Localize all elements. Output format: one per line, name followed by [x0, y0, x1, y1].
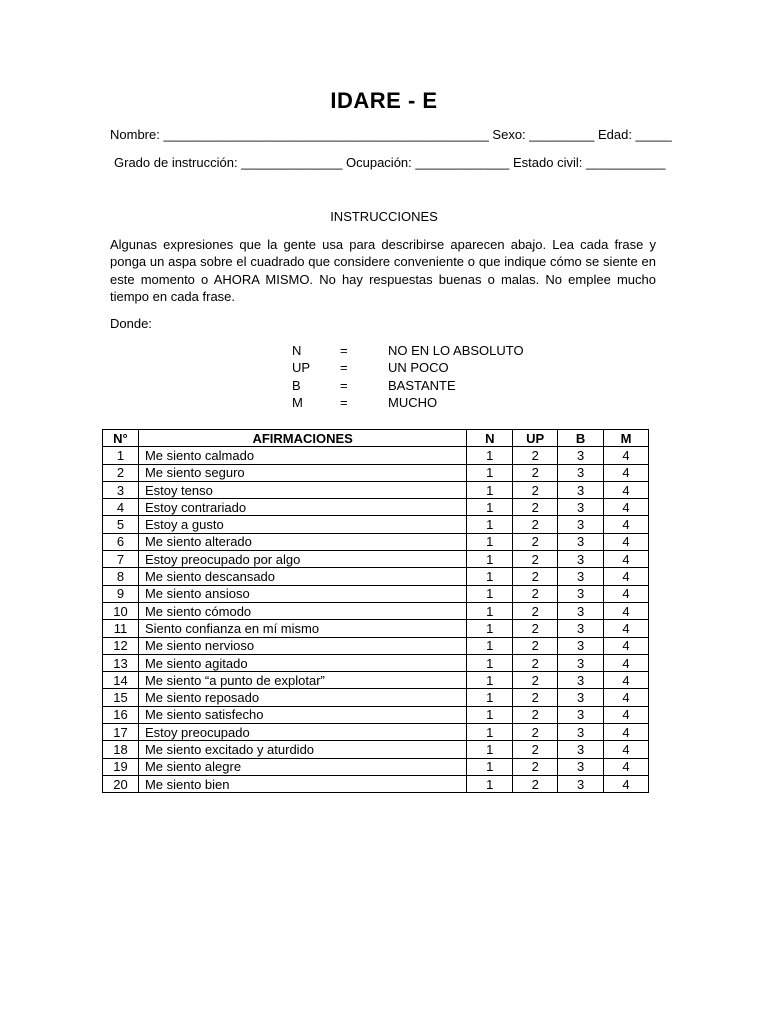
- option-up-cell[interactable]: 2: [513, 689, 558, 706]
- option-m-cell[interactable]: 4: [604, 689, 649, 706]
- option-up-cell[interactable]: 2: [513, 620, 558, 637]
- option-n-cell[interactable]: 1: [467, 672, 513, 689]
- row-number: 13: [103, 654, 139, 671]
- table-row: [103, 464, 649, 481]
- option-up-cell[interactable]: 2: [513, 741, 558, 758]
- option-b-cell[interactable]: 3: [558, 533, 604, 550]
- table-row: [103, 758, 649, 775]
- name-sex-age-line: Nombre: _____________________________________________ Sexo: _________ Edad: _____: [110, 127, 672, 142]
- option-n-cell[interactable]: 1: [467, 654, 513, 671]
- table-row: [103, 516, 649, 533]
- header-up: UP: [513, 430, 558, 447]
- option-b-cell[interactable]: 3: [558, 568, 604, 585]
- legend-key: M: [292, 394, 303, 410]
- table-row: [103, 568, 649, 585]
- legend-row: [292, 343, 524, 360]
- row-affirmation: Me siento excitado y aturdido: [138, 741, 466, 758]
- table-row: [103, 672, 649, 689]
- legend-equals: =: [340, 343, 348, 358]
- option-m-cell[interactable]: 4: [604, 481, 649, 498]
- header-m: M: [604, 430, 649, 447]
- option-n-cell[interactable]: 1: [467, 602, 513, 619]
- donde-label: Donde:: [110, 316, 152, 331]
- instructions-paragraph: Algunas expresiones que la gente usa para describirse aparecen abajo. Lea cada frase y ponga un aspa sobre el cuadrado que considere conveniente o que indique cómo se siente en este momento o AHORA MISMO. No hay respuestas buenas o malas. No emplee mucho tiempo en cada frase.: [110, 237, 656, 305]
- option-up-cell[interactable]: 2: [513, 464, 558, 481]
- option-b-cell[interactable]: 3: [558, 689, 604, 706]
- table-row: [103, 620, 649, 637]
- row-affirmation: Me siento seguro: [138, 464, 466, 481]
- row-affirmation: Me siento satisfecho: [138, 706, 466, 723]
- row-affirmation: Estoy tenso: [138, 481, 466, 498]
- row-number: 12: [103, 637, 139, 654]
- option-m-cell[interactable]: 4: [604, 499, 649, 516]
- option-b-cell[interactable]: 3: [558, 775, 604, 792]
- row-affirmation: Me siento ansioso: [138, 585, 466, 602]
- table-row: [103, 499, 649, 516]
- table-row: [103, 602, 649, 619]
- option-b-cell[interactable]: 3: [558, 499, 604, 516]
- education-occupation-status-line: Grado de instrucción: ______________ Ocupación: _____________ Estado civil: ___________: [114, 155, 666, 170]
- option-m-cell[interactable]: 4: [604, 775, 649, 792]
- legend-equals: =: [340, 394, 348, 410]
- legend-row: [292, 378, 524, 395]
- row-affirmation: Me siento reposado: [138, 689, 466, 706]
- option-n-cell[interactable]: 1: [467, 706, 513, 723]
- row-number: 1: [103, 447, 139, 464]
- option-b-cell[interactable]: 3: [558, 585, 604, 602]
- option-m-cell[interactable]: 4: [604, 568, 649, 585]
- table-row: [103, 706, 649, 723]
- option-up-cell[interactable]: 2: [513, 551, 558, 568]
- document-title: IDARE - E: [330, 88, 438, 113]
- table-row: [103, 585, 649, 602]
- legend-equals: =: [340, 377, 348, 393]
- row-affirmation: Me siento bien: [138, 775, 466, 792]
- option-b-cell[interactable]: 3: [558, 551, 604, 568]
- legend-row: [292, 395, 524, 412]
- option-up-cell[interactable]: 2: [513, 672, 558, 689]
- affirmations-table: [102, 429, 649, 793]
- option-n-cell[interactable]: 1: [467, 533, 513, 550]
- option-n-cell[interactable]: 1: [467, 499, 513, 516]
- option-up-cell[interactable]: 2: [513, 516, 558, 533]
- option-up-cell[interactable]: 2: [513, 706, 558, 723]
- row-affirmation: Estoy preocupado: [138, 724, 466, 741]
- option-b-cell[interactable]: 3: [558, 637, 604, 654]
- row-number: 19: [103, 758, 139, 775]
- option-up-cell[interactable]: 2: [513, 481, 558, 498]
- option-up-cell[interactable]: 2: [513, 654, 558, 671]
- option-up-cell[interactable]: 2: [513, 775, 558, 792]
- option-n-cell[interactable]: 1: [467, 481, 513, 498]
- row-affirmation: Me siento descansado: [138, 568, 466, 585]
- option-b-cell[interactable]: 3: [558, 620, 604, 637]
- row-number: 15: [103, 689, 139, 706]
- row-number: 9: [103, 585, 139, 602]
- response-legend: [292, 343, 524, 412]
- table-header-row: [103, 430, 649, 447]
- option-n-cell[interactable]: 1: [467, 447, 513, 464]
- header-b: B: [558, 430, 604, 447]
- row-affirmation: Me siento alterado: [138, 533, 466, 550]
- legend-value: UN POCO: [388, 360, 449, 376]
- option-up-cell[interactable]: 2: [513, 758, 558, 775]
- option-m-cell[interactable]: 4: [604, 516, 649, 533]
- row-number: 6: [103, 533, 139, 550]
- row-number: 20: [103, 775, 139, 792]
- option-b-cell[interactable]: 3: [558, 706, 604, 723]
- legend-key: UP: [292, 360, 311, 376]
- table-row: [103, 689, 649, 706]
- option-b-cell[interactable]: 3: [558, 741, 604, 758]
- option-m-cell[interactable]: 4: [604, 585, 649, 602]
- legend-value: MUCHO: [388, 394, 438, 410]
- option-m-cell[interactable]: 4: [604, 620, 649, 637]
- row-affirmation: Estoy a gusto: [138, 516, 466, 533]
- row-number: 18: [103, 741, 139, 758]
- header-n: N: [467, 430, 513, 447]
- option-up-cell[interactable]: 2: [513, 602, 558, 619]
- option-b-cell[interactable]: 3: [558, 464, 604, 481]
- table-row: [103, 551, 649, 568]
- table-row: [103, 775, 649, 792]
- option-n-cell[interactable]: 1: [467, 620, 513, 637]
- option-n-cell[interactable]: 1: [467, 741, 513, 758]
- row-number: 14: [103, 672, 139, 689]
- option-up-cell[interactable]: 2: [513, 499, 558, 516]
- row-number: 3: [103, 481, 139, 498]
- option-n-cell[interactable]: 1: [467, 551, 513, 568]
- option-b-cell[interactable]: 3: [558, 516, 604, 533]
- legend-key: N: [292, 343, 302, 358]
- row-number: 17: [103, 724, 139, 741]
- row-number: 7: [103, 551, 139, 568]
- option-m-cell[interactable]: 4: [604, 533, 649, 550]
- option-up-cell[interactable]: 2: [513, 637, 558, 654]
- option-m-cell[interactable]: 4: [604, 551, 649, 568]
- table-row: [103, 724, 649, 741]
- legend-equals: =: [340, 360, 348, 376]
- row-affirmation: Siento confianza en mí mismo: [138, 620, 466, 637]
- row-number: 8: [103, 568, 139, 585]
- option-m-cell[interactable]: 4: [604, 654, 649, 671]
- header-affirmations: AFIRMACIONES: [138, 430, 466, 447]
- legend-value: BASTANTE: [388, 377, 456, 393]
- option-up-cell[interactable]: 2: [513, 568, 558, 585]
- table-row: [103, 533, 649, 550]
- row-number: 5: [103, 516, 139, 533]
- option-m-cell[interactable]: 4: [604, 741, 649, 758]
- header-number: N°: [103, 430, 139, 447]
- option-m-cell[interactable]: 4: [604, 637, 649, 654]
- legend-value: NO EN LO ABSOLUTO: [388, 343, 524, 358]
- table-row: [103, 654, 649, 671]
- option-b-cell[interactable]: 3: [558, 654, 604, 671]
- option-b-cell[interactable]: 3: [558, 672, 604, 689]
- legend-key: B: [292, 377, 301, 393]
- option-m-cell[interactable]: 4: [604, 602, 649, 619]
- option-n-cell[interactable]: 1: [467, 758, 513, 775]
- option-m-cell[interactable]: 4: [604, 672, 649, 689]
- option-up-cell[interactable]: 2: [513, 533, 558, 550]
- option-m-cell[interactable]: 4: [604, 724, 649, 741]
- option-up-cell[interactable]: 2: [513, 447, 558, 464]
- option-n-cell[interactable]: 1: [467, 568, 513, 585]
- option-m-cell[interactable]: 4: [604, 706, 649, 723]
- table-row: [103, 637, 649, 654]
- row-number: 16: [103, 706, 139, 723]
- row-affirmation: Me siento calmado: [138, 447, 466, 464]
- option-b-cell[interactable]: 3: [558, 447, 604, 464]
- row-affirmation: Estoy contrariado: [138, 499, 466, 516]
- row-number: 4: [103, 499, 139, 516]
- option-m-cell[interactable]: 4: [604, 758, 649, 775]
- row-affirmation: Me siento “a punto de explotar”: [138, 672, 466, 689]
- row-affirmation: Estoy preocupado por algo: [138, 551, 466, 568]
- option-n-cell[interactable]: 1: [467, 724, 513, 741]
- table-row: [103, 481, 649, 498]
- option-m-cell[interactable]: 4: [604, 464, 649, 481]
- option-up-cell[interactable]: 2: [513, 585, 558, 602]
- option-b-cell[interactable]: 3: [558, 724, 604, 741]
- option-up-cell[interactable]: 2: [513, 724, 558, 741]
- row-number: 2: [103, 464, 139, 481]
- option-n-cell[interactable]: 1: [467, 775, 513, 792]
- option-n-cell[interactable]: 1: [467, 464, 513, 481]
- row-affirmation: Me siento agitado: [138, 654, 466, 671]
- option-b-cell[interactable]: 3: [558, 602, 604, 619]
- row-affirmation: Me siento nervioso: [138, 637, 466, 654]
- table-row: [103, 741, 649, 758]
- row-number: 10: [103, 602, 139, 619]
- option-n-cell[interactable]: 1: [467, 585, 513, 602]
- row-number: 11: [103, 620, 139, 637]
- option-n-cell[interactable]: 1: [467, 516, 513, 533]
- instructions-heading: INSTRUCCIONES: [330, 209, 438, 224]
- row-affirmation: Me siento cómodo: [138, 602, 466, 619]
- option-b-cell[interactable]: 3: [558, 481, 604, 498]
- option-n-cell[interactable]: 1: [467, 637, 513, 654]
- option-b-cell[interactable]: 3: [558, 758, 604, 775]
- legend-row: [292, 360, 524, 377]
- option-n-cell[interactable]: 1: [467, 689, 513, 706]
- row-affirmation: Me siento alegre: [138, 758, 466, 775]
- table-body: [103, 447, 649, 793]
- table-row: [103, 447, 649, 464]
- option-m-cell[interactable]: 4: [604, 447, 649, 464]
